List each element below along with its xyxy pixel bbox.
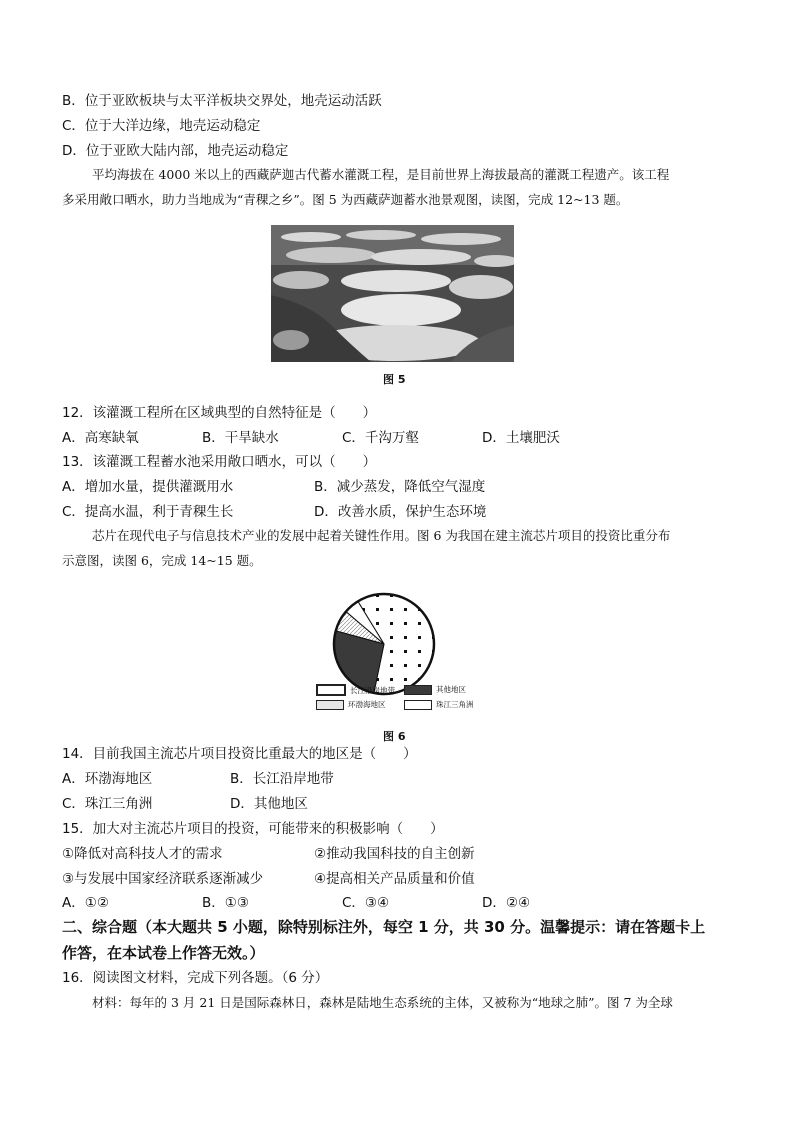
legend-label-yangtze: 长江沿岸地带 [350, 685, 395, 695]
q13-option-a: A．增加水量，提供灌溉用水 [62, 479, 234, 495]
q15-option-a: A．①② [62, 895, 109, 911]
q11-option-d: D．位于亚欧大陆内部，地壳运动稳定 [62, 143, 289, 159]
q13-option-c: C．提高水温，利于青稞生长 [62, 504, 234, 520]
figure6-legend [316, 684, 476, 712]
legend-swatch-bohai [316, 700, 344, 710]
intro-12-13-line1: 平均海拔在 4000 米以上的西藏萨迦古代蓄水灌溉工程，是目前世界上海拔最高的灌溉工程遗产。该工程 [92, 167, 670, 182]
q15-statement-2: ②推动我国科技的自主创新 [314, 846, 475, 862]
investment-pie-chart [330, 590, 438, 698]
reservoir-landscape-image [271, 225, 514, 362]
figure5-photo [271, 225, 514, 362]
q12-option-a: A．高寒缺氧 [62, 430, 139, 446]
legend-label-bohai: 环渤海地区 [348, 700, 386, 709]
section2-heading-line1: 二、综合题（本大题共 5 小题，除特别标注外，每空 1 分，共 30 分。温馨提示：请在答题卡上 [62, 918, 706, 936]
q15-statement-1: ①降低对高科技人才的需求 [62, 846, 223, 862]
intro-12-13-line2: 多采用敞口晒水，助力当地成为“青稞之乡”。图 5 为西藏萨迦蓄水池景观图，读图，完成 12~13 题。 [62, 192, 629, 207]
legend-swatch-other [404, 685, 432, 695]
legend-item-bohai [316, 699, 386, 710]
figure5-caption: 图 5 [383, 373, 406, 386]
legend-swatch-pearl [404, 700, 432, 710]
q15-statement-3: ③与发展中国家经济联系逐渐减少 [62, 871, 264, 887]
q16-material: 材料：每年的 3 月 21 日是国际森林日，森林是陆地生态系统的主体，又被称为“地球之肺”。图 7 为全球 [92, 995, 673, 1010]
legend-label-pearl: 珠江三角洲 [436, 700, 474, 709]
q14-option-b: B．长江沿岸地带 [230, 771, 334, 787]
q15-option-c: C．③④ [342, 895, 390, 911]
q15-stem: 15．加大对主流芯片项目的投资，可能带来的积极影响（ ） [62, 821, 444, 837]
legend-item-yangtze [316, 684, 395, 696]
legend-label-other: 其他地区 [436, 685, 466, 694]
q15-statement-4: ④提高相关产品质量和价值 [314, 871, 475, 887]
intro-14-15-line2: 示意图，读图 6，完成 14~15 题。 [62, 553, 262, 568]
section2-heading-line2: 作答，在本试卷上作答无效。） [62, 944, 265, 962]
q15-option-d: D．②④ [482, 895, 531, 911]
q15-option-b: B．①③ [202, 895, 249, 911]
q12-stem: 12．该灌溉工程所在区域典型的自然特征是（ ） [62, 405, 377, 421]
q13-option-d: D．改善水质，保护生态环境 [314, 504, 487, 520]
q16-stem: 16．阅读图文材料，完成下列各题。（6 分） [62, 970, 329, 986]
q13-stem: 13．该灌溉工程蓄水池采用敞口晒水，可以（ ） [62, 454, 377, 470]
q11-option-b: B．位于亚欧板块与太平洋板块交界处，地壳运动活跃 [62, 93, 382, 109]
q11-option-c: C．位于大洋边缘，地壳运动稳定 [62, 118, 261, 134]
legend-swatch-yangtze [316, 684, 346, 696]
q14-stem: 14．目前我国主流芯片项目投资比重最大的地区是（ ） [62, 746, 417, 762]
figure6-caption: 图 6 [383, 730, 406, 743]
legend-item-other [404, 684, 466, 695]
q12-option-b: B．干旱缺水 [202, 430, 279, 446]
intro-14-15-line1: 芯片在现代电子与信息技术产业的发展中起着关键性作用。图 6 为我国在建主流芯片项目的投资比重分布 [92, 528, 671, 543]
q12-option-c: C．千沟万壑 [342, 430, 419, 446]
legend-item-pearl [404, 699, 474, 710]
q14-option-a: A．环渤海地区 [62, 771, 153, 787]
q14-option-d: D．其他地区 [230, 796, 308, 812]
q12-option-d: D．土壤肥沃 [482, 430, 560, 446]
q13-option-b: B．减少蒸发，降低空气湿度 [314, 479, 486, 495]
q14-option-c: C．珠江三角洲 [62, 796, 153, 812]
